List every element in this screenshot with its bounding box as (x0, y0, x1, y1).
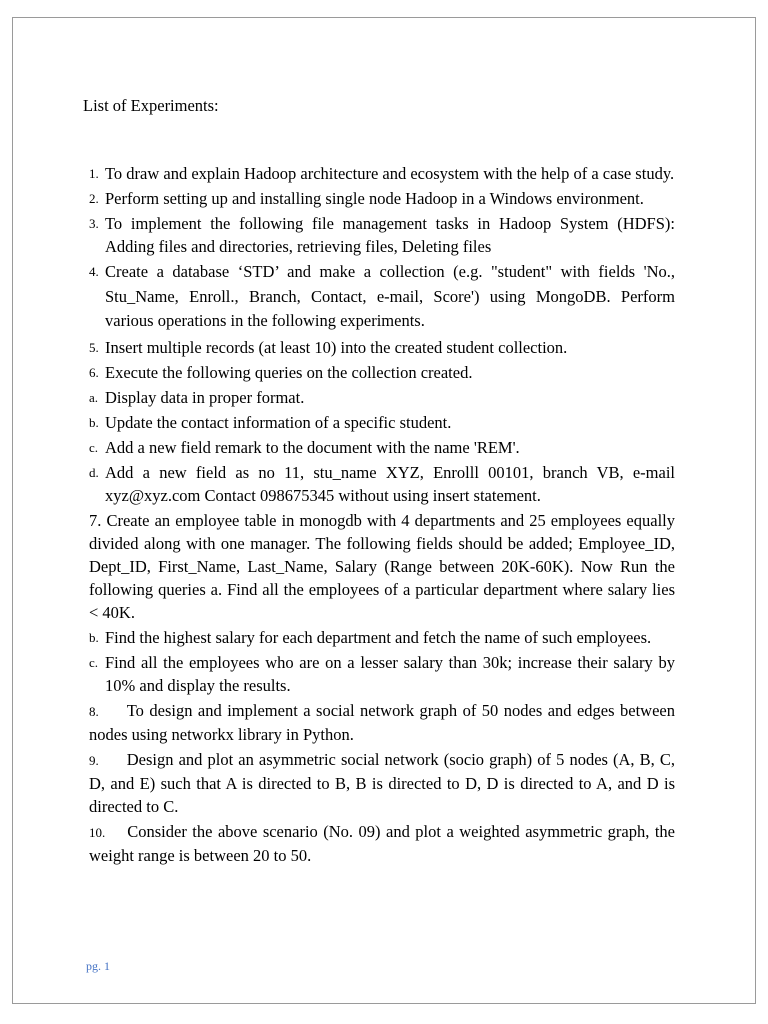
list-item (89, 212, 675, 258)
item-number: b. (89, 629, 99, 645)
item-number: 1. (89, 166, 99, 181)
page-number: pg. 1 (86, 959, 110, 973)
item-text: Create an employee table in monogdb with 4 departments and 25 employees equally divided along with one manager. The following fields should be added; Employee_ID, Dept_ID, First_Name, Last_Name, Salary (Range between 20K-60K). Now Run the following queries a. Find all the employees of a particular department where salary lies < 40K. (89, 510, 675, 622)
item-number: a. (89, 389, 99, 405)
list-item (89, 361, 675, 384)
item-text: To draw and explain Hadoop architecture and ecosystem with the help of a case study. (105, 164, 675, 183)
list-item (89, 162, 675, 185)
experiment-list (89, 162, 675, 869)
item-number: c. (89, 439, 99, 455)
item-text: Find the highest salary for each department and fetch the name of such employees. (105, 627, 652, 647)
item-number: d. (89, 464, 99, 480)
list-item (89, 260, 675, 334)
item-text: Find all the employees who are on a lesser salary than 30k; increase their salary by 10% and display the results. (105, 652, 675, 695)
list-item (89, 411, 675, 434)
item-number: 6. (89, 364, 99, 380)
item-number: 8. (89, 703, 99, 719)
list-item (89, 436, 675, 459)
list-item (89, 820, 675, 867)
item-number: 3. (89, 216, 99, 231)
item-text: Display data in proper format. (105, 387, 305, 407)
item-number: 10. (89, 824, 106, 840)
item-number: 7. (89, 510, 102, 530)
item-number: 4. (89, 264, 99, 279)
item-text: Execute the following queries on the collection created. (105, 362, 473, 382)
item-text: Add a new field as no 11, stu_name XYZ, Enrolll 00101, branch VB, e-mail xyz@xyz.com Contact 098675345 without using insert statement. (105, 462, 675, 505)
list-item (89, 336, 675, 359)
item-number: 9. (89, 752, 99, 768)
item-text: Perform setting up and installing single node Hadoop in a Windows environment. (105, 189, 644, 208)
item-text: Design and plot an asymmetric social network (socio graph) of 5 nodes (A, B, C, D, and E) such that A is directed to B, B is directed to D, D is directed to A, and D is directed to C. (89, 749, 675, 816)
page-heading: List of Experiments: (83, 96, 219, 115)
list-item (89, 651, 675, 697)
item-text: To design and implement a social network graph of 50 nodes and edges between nodes using networkx library in Python. (89, 700, 675, 744)
item-text: Insert multiple records (at least 10) into the created student collection. (105, 337, 568, 357)
list-item (89, 461, 675, 507)
item-number: c. (89, 654, 99, 670)
list-item (89, 187, 675, 210)
item-text: To implement the following file management tasks in Hadoop System (HDFS): Adding files and directories, retrieving files, Deleting files (105, 214, 675, 256)
list-item (89, 509, 675, 624)
item-text: Consider the above scenario (No. 09) and plot a weighted asymmetric graph, the weight range is between 20 to 50. (89, 821, 675, 865)
list-item (89, 386, 675, 409)
item-text: Update the contact information of a specific student. (105, 412, 452, 432)
item-number: 5. (89, 339, 99, 355)
list-item (89, 626, 675, 649)
item-text: Add a new field remark to the document with the name 'REM'. (105, 437, 520, 457)
list-item (89, 699, 675, 746)
list-item (89, 748, 675, 818)
item-text: Create a database ‘STD’ and make a collection (e.g. "student" with fields 'No., Stu_Name, Enroll., Branch, Contact, e-mail, Score') using MongoDB. Perform various operations in the following experiments. (105, 262, 675, 330)
item-number: b. (89, 414, 99, 430)
item-number: 2. (89, 191, 99, 206)
